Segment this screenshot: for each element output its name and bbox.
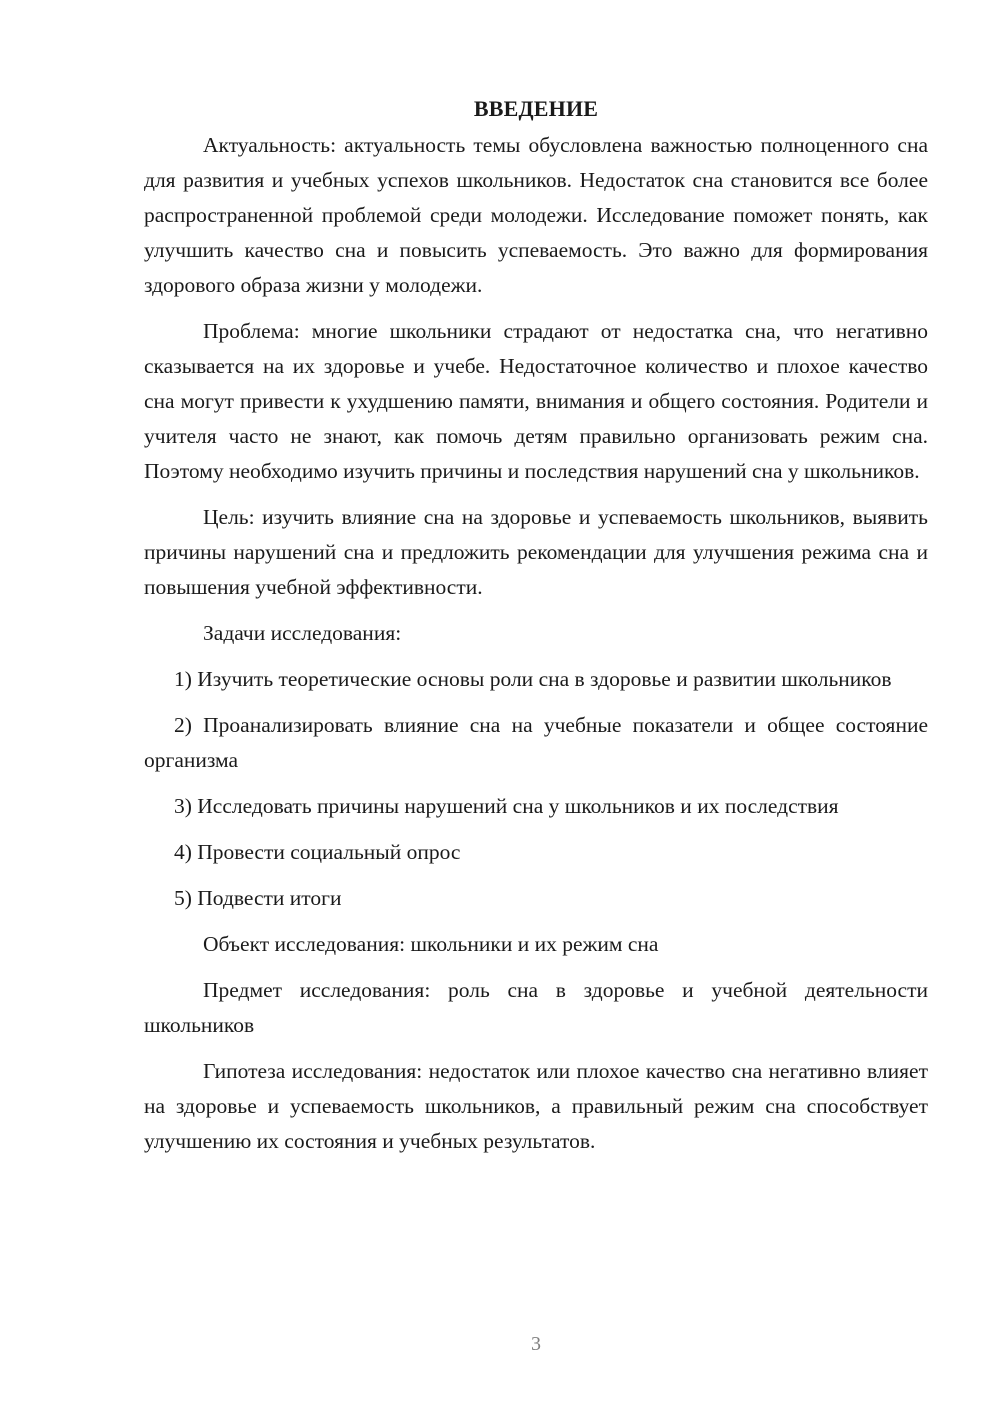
- paragraph-subject: Предмет исследования: роль сна в здоровье и учебной деятельности школьников: [144, 978, 928, 1037]
- tasks-list: [144, 662, 928, 916]
- paragraph-problem: Проблема: многие школьники страдают от недостатка сна, что негативно сказывается на их здоровье и учебе. Недостаточное количество и плохое качество сна могут привести к ухудшению памяти, внимания и общего состояния. Родители и учителя часто не знают, как помочь детям правильно организовать режим сна. Поэтому необходимо изучить причины и последствия нарушений сна у школьников.: [144, 319, 928, 483]
- task-item-2: 2) Проанализировать влияние сна на учебные показатели и общее состояние организма: [144, 713, 928, 772]
- task-item-3: 3) Исследовать причины нарушений сна у школьников и их последствия: [174, 794, 839, 818]
- paragraph-relevance: Актуальность: актуальность темы обусловлена важностью полноценного сна для развития и учебных успехов школьников. Недостаток сна становится все более распространенной проблемой среди молодежи. Исследование поможет понять, как улучшить качество сна и повысить успеваемость. Это важно для формирования здорового образа жизни у молодежи.: [144, 133, 928, 297]
- page-number: 3: [531, 1333, 541, 1355]
- section-title: ВВЕДЕНИЕ: [473, 96, 599, 121]
- paragraph-goal: Цель: изучить влияние сна на здоровье и успеваемость школьников, выявить причины нарушений сна и предложить рекомендации для улучшения режима сна и повышения учебной эффективности.: [144, 505, 928, 599]
- task-item-1: 1) Изучить теоретические основы роли сна в здоровье и развитии школьников: [174, 667, 892, 691]
- task-item-4: 4) Провести социальный опрос: [174, 840, 461, 864]
- paragraph-hypothesis: Гипотеза исследования: недостаток или плохое качество сна негативно влияет на здоровье и успеваемость школьников, а правильный режим сна способствует улучшению их состояния и учебных результатов.: [144, 1059, 928, 1153]
- paragraph-object: Объект исследования: школьники и их режим сна: [203, 932, 659, 956]
- tasks-heading: Задачи исследования:: [203, 621, 402, 645]
- task-item-5: 5) Подвести итоги: [174, 886, 342, 910]
- document-page: [144, 94, 928, 1159]
